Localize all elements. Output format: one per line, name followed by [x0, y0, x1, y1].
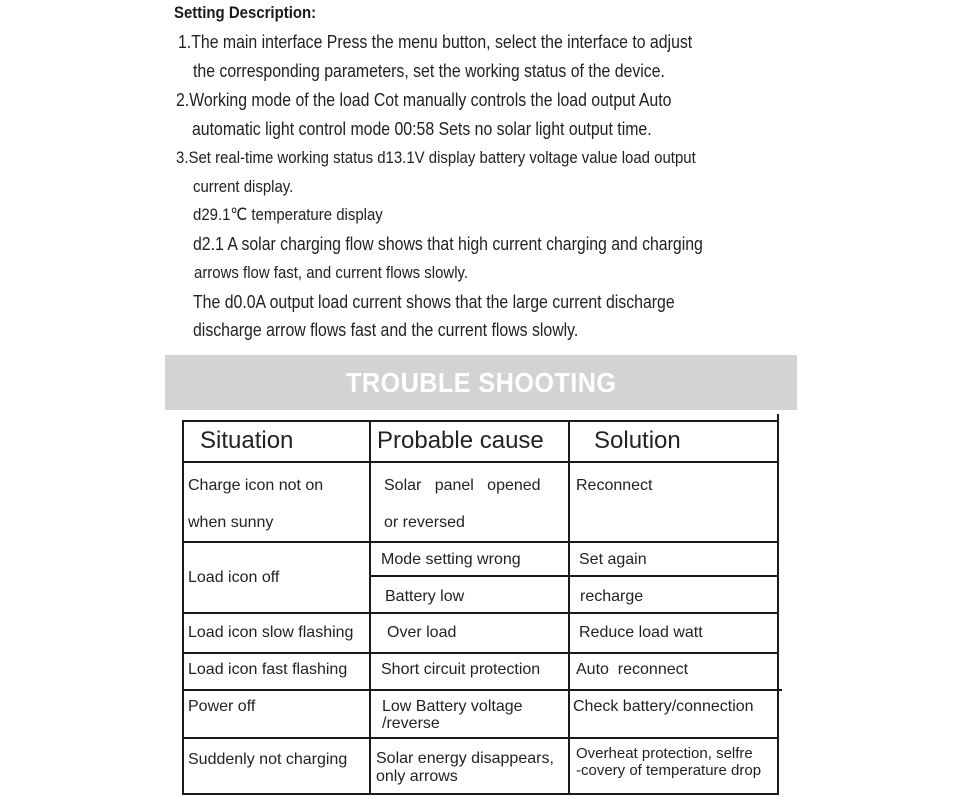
desc-line: 2.Working mode of the load Cot manually controls the load output Auto — [176, 90, 672, 110]
desc-line: current display. — [193, 177, 294, 196]
table-border — [182, 793, 779, 795]
desc-line: The d0.0A output load current shows that the large current discharge — [193, 292, 675, 312]
desc-line: d29.1℃ temperature display — [193, 205, 383, 224]
cause-cell: /reverse — [382, 715, 440, 732]
header-solution: Solution — [594, 427, 681, 454]
desc-line: 3.Set real-time working status d13.1V display battery voltage value load output — [176, 148, 696, 167]
solution-cell: Check battery/connection — [573, 698, 754, 715]
situation-cell: when sunny — [188, 514, 274, 531]
table-border — [182, 689, 782, 691]
banner-title: TROUBLE SHOOTING — [345, 366, 617, 398]
table-border — [182, 461, 779, 463]
table-border — [568, 420, 570, 795]
troubleshooting-table — [182, 420, 779, 795]
header-probable-cause: Probable cause — [377, 427, 544, 454]
cause-cell: Short circuit protection — [381, 661, 541, 678]
solution-cell: -covery of temperature drop — [576, 762, 762, 779]
desc-line: discharge arrow flows fast and the current flows slowly. — [193, 320, 579, 340]
cause-cell: only arrows — [376, 768, 458, 785]
situation-cell: Load icon slow flashing — [188, 624, 354, 641]
cause-cell: or reversed — [384, 514, 465, 531]
situation-cell: Charge icon not on — [188, 477, 324, 494]
table-border — [370, 575, 779, 577]
solution-cell: Overheat protection, selfre — [576, 745, 753, 762]
table-border — [369, 420, 371, 795]
situation-cell: Load icon off — [188, 569, 280, 586]
trouble-shooting-banner — [165, 355, 797, 410]
table-border — [777, 414, 779, 795]
solution-cell: Reconnect — [576, 477, 653, 494]
desc-line: 1.The main interface Press the menu button, select the interface to adjust — [178, 32, 693, 52]
cause-cell: Over load — [387, 624, 457, 641]
cause-cell: Low Battery voltage — [382, 698, 523, 715]
table-border — [182, 652, 779, 654]
header-situation: Situation — [200, 427, 294, 454]
situation-cell: Suddenly not charging — [188, 751, 348, 768]
desc-line: the corresponding parameters, set the working status of the device. — [193, 61, 665, 81]
cause-cell: Battery low — [385, 588, 465, 605]
table-border — [182, 420, 779, 422]
solution-cell: Set again — [579, 551, 647, 568]
section-title: Setting Description: — [174, 3, 317, 22]
cause-cell: Mode setting wrong — [381, 551, 521, 568]
situation-cell: Load icon fast flashing — [188, 661, 348, 678]
cause-cell: Solar panel opened — [384, 477, 541, 494]
solution-cell: recharge — [580, 588, 644, 605]
solution-cell: Auto reconnect — [576, 661, 689, 678]
desc-line: automatic light control mode 00:58 Sets no solar light output time. — [192, 119, 652, 139]
situation-cell: Power off — [188, 698, 256, 715]
solution-cell: Reduce load watt — [579, 624, 703, 641]
desc-line: arrows flow fast, and current flows slowly. — [194, 263, 469, 282]
table-border — [182, 541, 779, 543]
cause-cell: Solar energy disappears, — [376, 750, 554, 767]
table-border — [182, 420, 184, 795]
desc-line: d2.1 A solar charging flow shows that high current charging and charging — [193, 234, 703, 254]
table-border — [182, 737, 779, 739]
table-border — [182, 612, 779, 614]
